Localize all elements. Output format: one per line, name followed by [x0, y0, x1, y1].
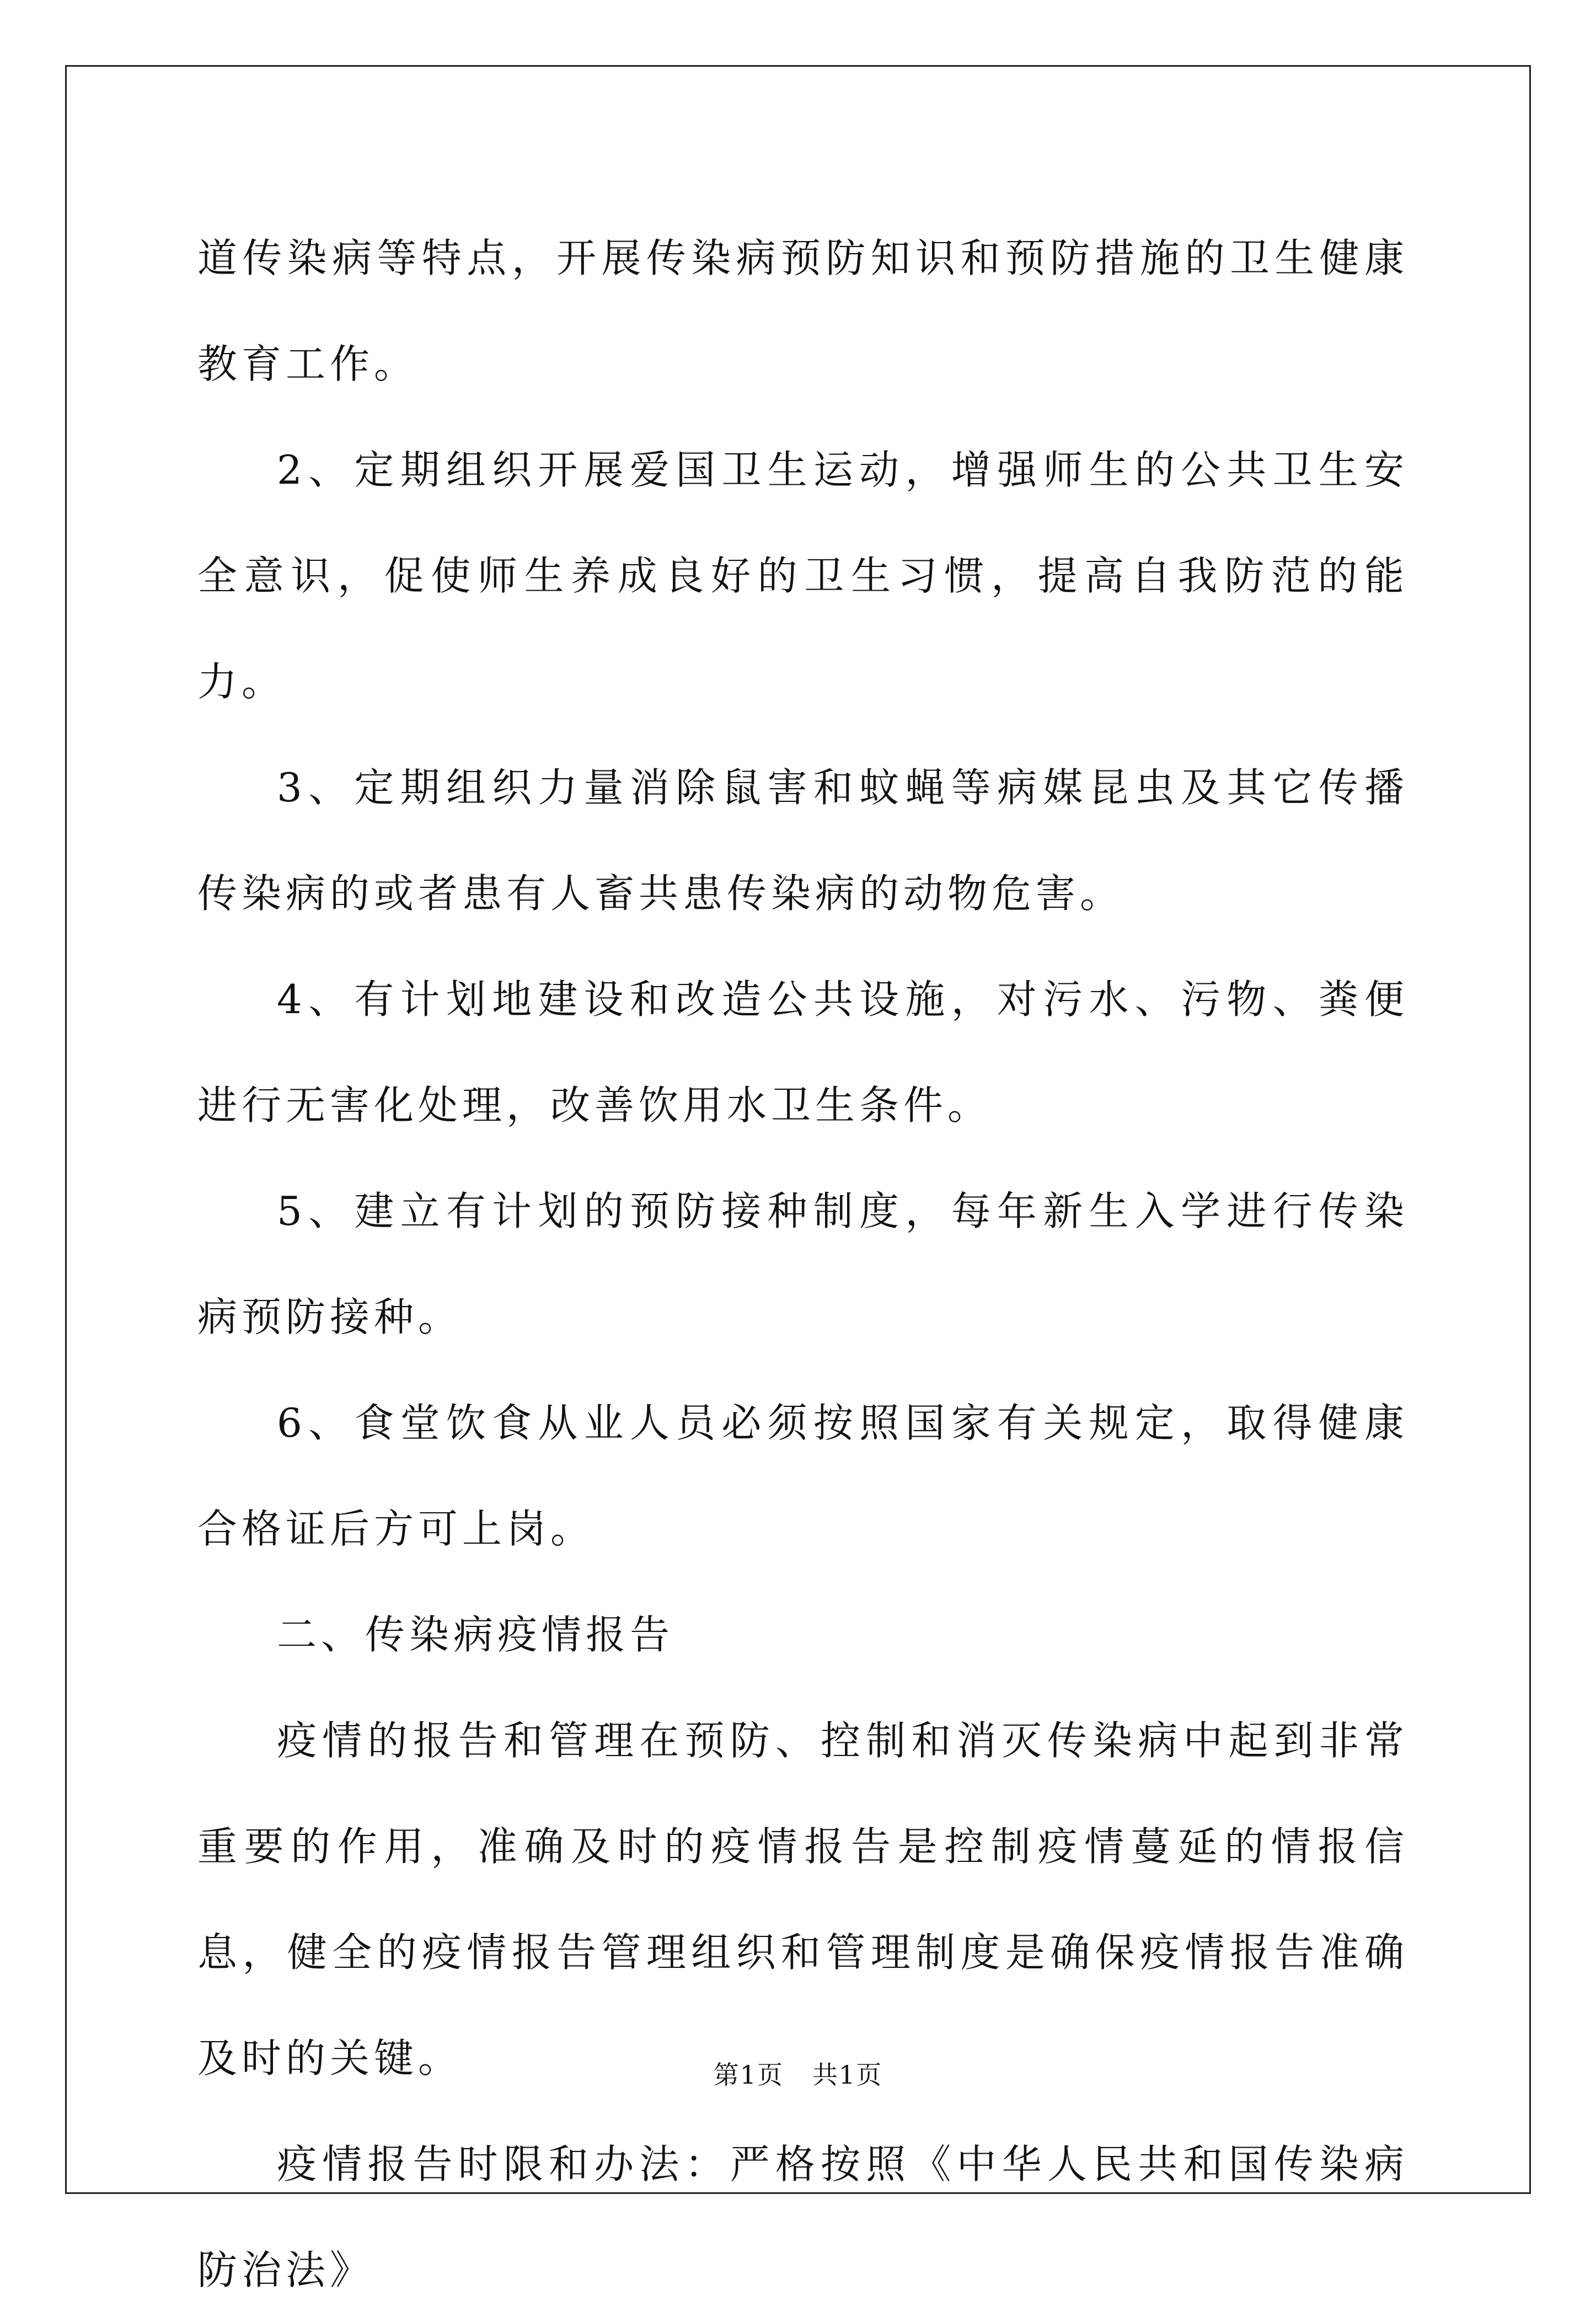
paragraph: 2、定期组织开展爱国卫生运动，增强师生的公共卫生安全意识，促使师生养成良好的卫生习惯，提高自我防范的能力。: [197, 447, 1408, 705]
paragraph: 4、有计划地建设和改造公共设施，对污水、污物、粪便进行无害化处理，改善饮用水卫生条件。: [197, 976, 1408, 1128]
page-total: 共1页: [812, 2060, 883, 2090]
section-heading: 二、传染病疫情报告: [277, 1612, 674, 1658]
document-body: [197, 205, 1408, 2323]
paragraph: 3、定期组织力量消除鼠害和蚊蝇等病媒昆虫及其它传播传染病的或者患有人畜共患传染病的动物危害。: [197, 764, 1408, 917]
paragraph: 道传染病等特点，开展传染病预防知识和预防措施的卫生健康教育工作。: [197, 235, 1408, 387]
paragraph: 6、食堂饮食从业人员必须按照国家有关规定，取得健康合格证后方可上岗。: [197, 1400, 1408, 1552]
paragraph: 疫情的报告和管理在预防、控制和消灭传染病中起到非常重要的作用，准确及时的疫情报告是控制疫情蔓延的情报信息，健全的疫情报告管理组织和管理制度是确保疫情报告准确及时的关键。: [197, 1717, 1408, 2081]
page-footer: [0, 2058, 1596, 2091]
page-number: 第1页: [713, 2060, 784, 2090]
paragraph: 5、建立有计划的预防接种制度，每年新生入学进行传染病预防接种。: [197, 1188, 1408, 1340]
paragraph: 疫情报告时限和办法：严格按照《中华人民共和国传染病防治法》: [197, 2141, 1408, 2293]
